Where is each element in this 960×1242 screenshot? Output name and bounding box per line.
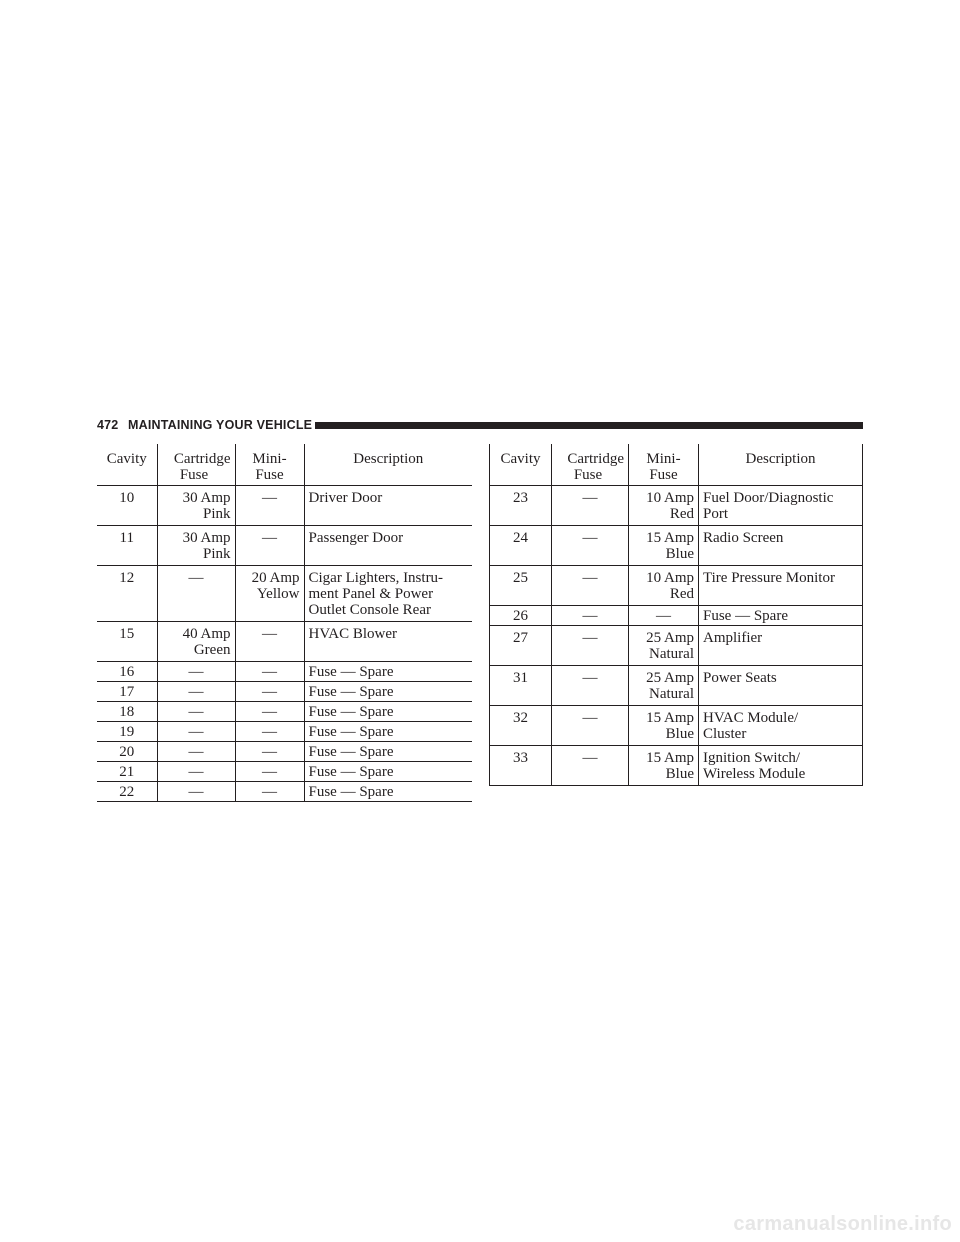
cell-mini-fuse: — xyxy=(629,606,699,626)
cell-cavity: 27 xyxy=(490,626,552,666)
cell-description: Fuel Door/Diagnostic Port xyxy=(699,486,863,526)
table-header-row xyxy=(490,444,863,486)
cell-cavity: 26 xyxy=(490,606,552,626)
cell-description: Tire Pressure Monitor xyxy=(699,566,863,606)
table-row xyxy=(490,486,863,526)
cell-mini-fuse: 15 Amp Blue xyxy=(629,706,699,746)
header-rule xyxy=(315,422,863,429)
col-header-cavity: Cavity xyxy=(490,444,552,486)
table-row xyxy=(490,746,863,786)
table-row xyxy=(490,706,863,746)
cell-mini-fuse: 25 Amp Natural xyxy=(629,626,699,666)
table-row xyxy=(490,666,863,706)
cell-cartridge-fuse: — xyxy=(157,682,235,702)
cell-cartridge-fuse: — xyxy=(552,626,629,666)
cell-mini-fuse: 20 Amp Yellow xyxy=(235,566,304,622)
cell-mini-fuse: 15 Amp Blue xyxy=(629,746,699,786)
cell-description: Fuse — Spare xyxy=(304,662,472,682)
cell-cavity: 10 xyxy=(97,486,157,526)
table-row xyxy=(97,702,472,722)
cell-mini-fuse: — xyxy=(235,622,304,662)
cell-cartridge-fuse: — xyxy=(552,526,629,566)
cell-cavity: 21 xyxy=(97,762,157,782)
table-row xyxy=(97,762,472,782)
cell-mini-fuse: — xyxy=(235,762,304,782)
cell-cavity: 31 xyxy=(490,666,552,706)
cell-cavity: 20 xyxy=(97,742,157,762)
col-header-cartridge-fuse: Cartridge Fuse xyxy=(552,444,629,486)
col-header-description: Description xyxy=(304,444,472,486)
cell-cartridge-fuse: — xyxy=(157,762,235,782)
cell-description: Fuse — Spare xyxy=(304,742,472,762)
cell-cartridge-fuse: — xyxy=(157,742,235,762)
col-header-mini-fuse: Mini- Fuse xyxy=(235,444,304,486)
cell-mini-fuse: 10 Amp Red xyxy=(629,486,699,526)
cell-cavity: 25 xyxy=(490,566,552,606)
table-header-row xyxy=(97,444,472,486)
col-header-description: Description xyxy=(699,444,863,486)
cell-cartridge-fuse: — xyxy=(157,662,235,682)
cell-mini-fuse: — xyxy=(235,722,304,742)
table-row xyxy=(490,606,863,626)
section-title: MAINTAINING YOUR VEHICLE xyxy=(128,418,313,432)
cell-mini-fuse: — xyxy=(235,782,304,802)
cell-description: Fuse — Spare xyxy=(304,722,472,742)
cell-description: Ignition Switch/ Wireless Module xyxy=(699,746,863,786)
page-header xyxy=(97,415,863,437)
cell-cartridge-fuse: — xyxy=(157,722,235,742)
cell-cavity: 17 xyxy=(97,682,157,702)
cell-description: HVAC Module/ Cluster xyxy=(699,706,863,746)
cell-cavity: 11 xyxy=(97,526,157,566)
table-row xyxy=(490,526,863,566)
cell-mini-fuse: — xyxy=(235,662,304,682)
cell-cartridge-fuse: 30 Amp Pink xyxy=(157,526,235,566)
cell-cartridge-fuse: — xyxy=(552,746,629,786)
fuse-table-right xyxy=(489,444,863,786)
cell-description: Passenger Door xyxy=(304,526,472,566)
cell-cavity: 32 xyxy=(490,706,552,746)
cell-mini-fuse: 25 Amp Natural xyxy=(629,666,699,706)
cell-description: Cigar Lighters, Instru- ment Panel & Power Outlet Console Rear xyxy=(304,566,472,622)
cell-description: Fuse — Spare xyxy=(304,682,472,702)
cell-description: Radio Screen xyxy=(699,526,863,566)
cell-description: Fuse — Spare xyxy=(304,702,472,722)
cell-mini-fuse: — xyxy=(235,702,304,722)
cell-cartridge-fuse: — xyxy=(552,706,629,746)
cell-description: Driver Door xyxy=(304,486,472,526)
cell-cartridge-fuse: — xyxy=(552,606,629,626)
cell-cavity: 24 xyxy=(490,526,552,566)
table-row xyxy=(97,526,472,566)
cell-cavity: 18 xyxy=(97,702,157,722)
watermark: carmanualsonline.info xyxy=(733,1213,952,1235)
cell-cavity: 33 xyxy=(490,746,552,786)
cell-description: Fuse — Spare xyxy=(304,762,472,782)
cell-mini-fuse: — xyxy=(235,682,304,702)
table-row xyxy=(490,626,863,666)
table-row xyxy=(97,486,472,526)
col-header-mini-fuse: Mini- Fuse xyxy=(629,444,699,486)
cell-mini-fuse: 15 Amp Blue xyxy=(629,526,699,566)
table-row xyxy=(490,566,863,606)
cell-cartridge-fuse: — xyxy=(552,566,629,606)
table-row xyxy=(97,682,472,702)
cell-cartridge-fuse: — xyxy=(552,486,629,526)
cell-cartridge-fuse: — xyxy=(552,666,629,706)
table-row xyxy=(97,782,472,802)
cell-cavity: 19 xyxy=(97,722,157,742)
cell-cartridge-fuse: — xyxy=(157,702,235,722)
table-row xyxy=(97,722,472,742)
cell-description: Fuse — Spare xyxy=(304,782,472,802)
cell-cartridge-fuse: 40 Amp Green xyxy=(157,622,235,662)
table-row xyxy=(97,566,472,622)
cell-cavity: 22 xyxy=(97,782,157,802)
cell-mini-fuse: — xyxy=(235,526,304,566)
fuse-table-left xyxy=(97,444,472,802)
page-number: 472 xyxy=(97,418,119,432)
table-row xyxy=(97,662,472,682)
table-row xyxy=(97,742,472,762)
cell-description: Fuse — Spare xyxy=(699,606,863,626)
table-row xyxy=(97,622,472,662)
cell-cavity: 23 xyxy=(490,486,552,526)
col-header-cavity: Cavity xyxy=(97,444,157,486)
cell-description: Power Seats xyxy=(699,666,863,706)
cell-mini-fuse: — xyxy=(235,486,304,526)
cell-cartridge-fuse: 30 Amp Pink xyxy=(157,486,235,526)
cell-mini-fuse: 10 Amp Red xyxy=(629,566,699,606)
cell-cavity: 12 xyxy=(97,566,157,622)
cell-cartridge-fuse: — xyxy=(157,566,235,622)
cell-cavity: 16 xyxy=(97,662,157,682)
col-header-cartridge-fuse: Cartridge Fuse xyxy=(157,444,235,486)
cell-cavity: 15 xyxy=(97,622,157,662)
cell-description: HVAC Blower xyxy=(304,622,472,662)
cell-cartridge-fuse: — xyxy=(157,782,235,802)
cell-description: Amplifier xyxy=(699,626,863,666)
cell-mini-fuse: — xyxy=(235,742,304,762)
